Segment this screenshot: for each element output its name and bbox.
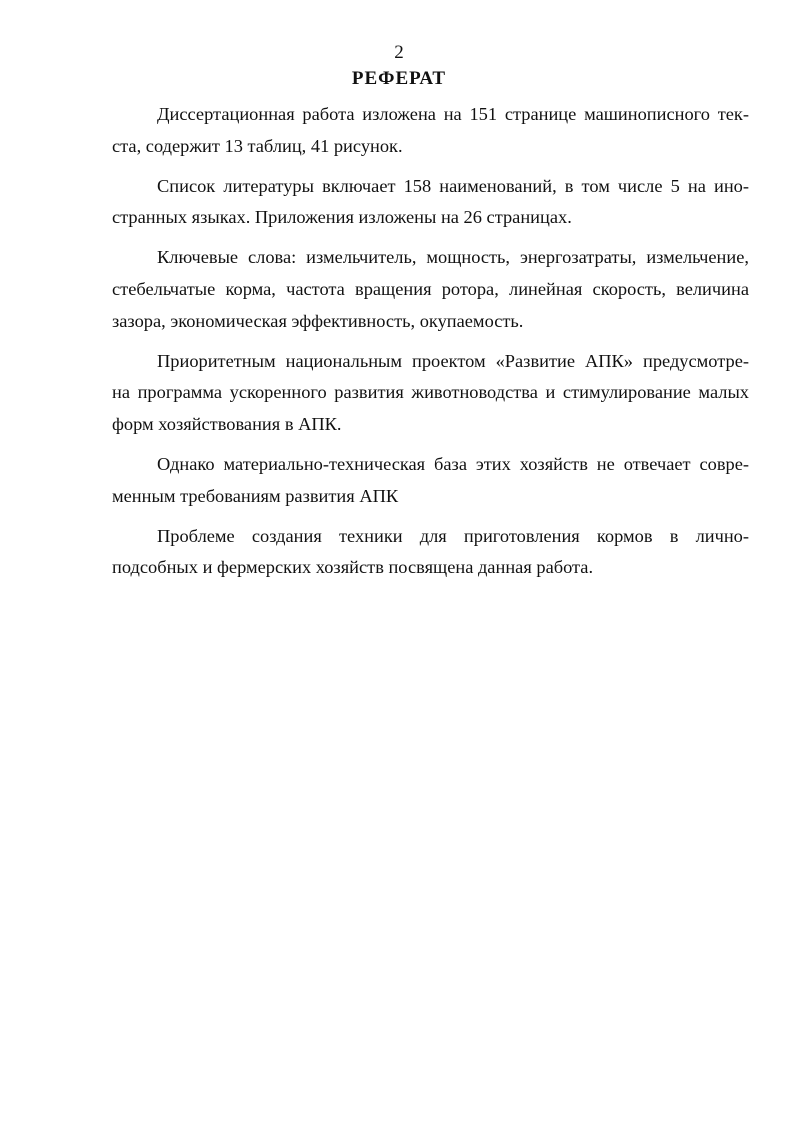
text-line: Однако материально-техническая база этих хозяйств не отвечает совре-: [157, 453, 749, 474]
text-line: зазора, экономическая эффективность, окупаемость.: [112, 310, 524, 331]
text-line: менным требованиям развития АПК: [112, 485, 399, 506]
text-line: Диссертационная работа изложена на 151 странице машинописного тек-: [157, 104, 749, 124]
text-line: стебельчатые корма, частота вращения ротора, линейная скорость, величина: [112, 278, 749, 299]
text-line: на программа ускоренного развития животноводства и стимулирование малых: [112, 382, 749, 403]
page-title: РЕФЕРАТ: [351, 68, 447, 89]
paragraph-material-base: [112, 449, 749, 513]
text-line: Приоритетным национальным проектом «Развитие АПК» предусмотре-: [157, 350, 749, 371]
text-line: ста, содержит 13 таблиц, 41 рисунок.: [112, 135, 403, 156]
paragraph-problem: [112, 521, 749, 585]
text-line: странных языках. Приложения изложены на 26 страницах.: [112, 207, 572, 228]
page-number: 2: [394, 42, 404, 63]
text-line: Список литературы включает 158 наименований, в том числе 5 на ино-: [157, 175, 749, 196]
text-line: Ключевые слова: измельчитель, мощность, энергозатраты, измельчение,: [157, 247, 749, 268]
text-line: форм хозяйствования в АПК.: [112, 414, 342, 435]
paragraph-literature: [112, 171, 749, 235]
text-line: Проблеме создания техники для приготовления кормов в лично-: [157, 525, 749, 546]
paragraph-volume: [112, 99, 749, 163]
abstract-body: [112, 99, 749, 592]
paragraph-national-project: [112, 346, 749, 441]
paragraph-keywords: [112, 242, 749, 337]
text-line: подсобных и фермерских хозяйств посвящена данная работа.: [112, 557, 594, 578]
